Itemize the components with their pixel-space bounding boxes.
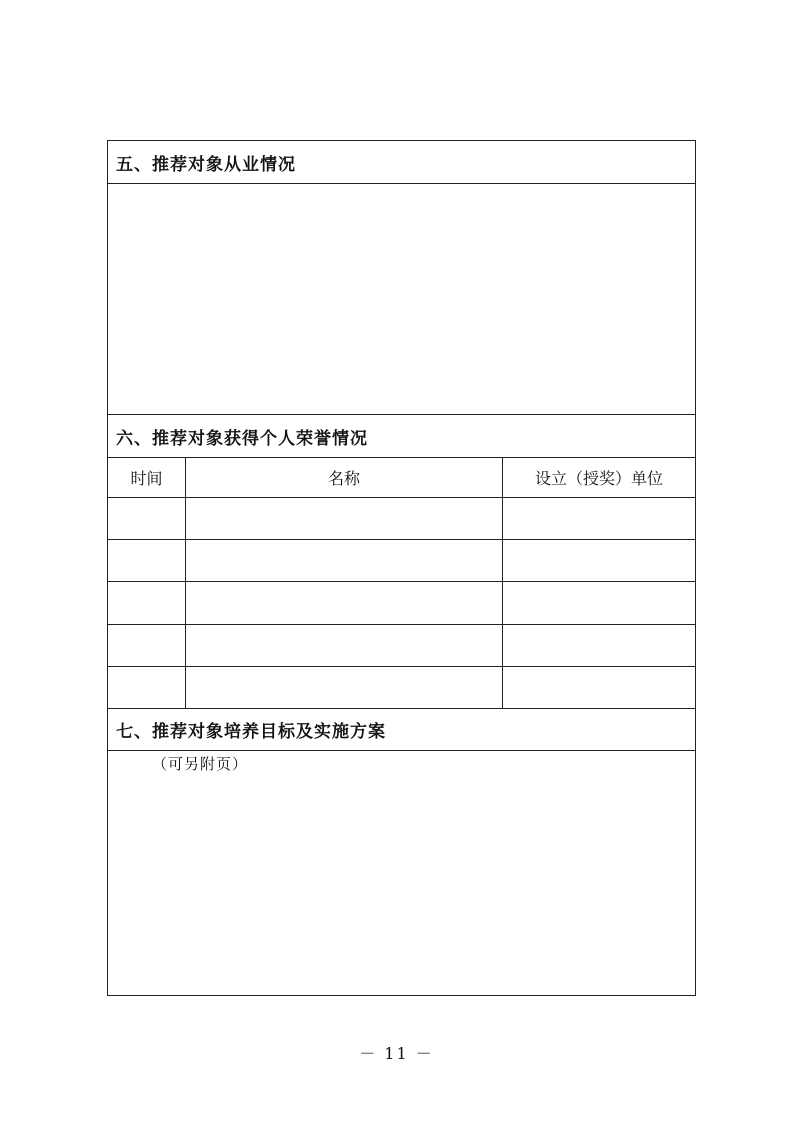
cell-issuer[interactable] (502, 498, 695, 539)
column-header-time: 时间 (130, 469, 163, 488)
attach-page-note: （可另附页） (152, 755, 249, 773)
cell-issuer[interactable] (502, 582, 695, 624)
section5-title (108, 141, 695, 183)
cell-time[interactable] (108, 667, 185, 708)
cell-name[interactable] (185, 625, 502, 666)
section6-title (108, 414, 695, 457)
cell-name[interactable] (185, 498, 502, 539)
cell-time[interactable] (108, 625, 185, 666)
table-row (108, 539, 695, 581)
column-header-issuer: 设立（授奖）单位 (502, 458, 695, 497)
cell-name[interactable] (185, 582, 502, 624)
cell-issuer[interactable] (502, 540, 695, 581)
cell-time[interactable] (108, 498, 185, 539)
section5-title-text: 五、推荐对象从业情况 (116, 154, 296, 175)
page-number: － 11 － (359, 1044, 434, 1063)
section7-title (108, 708, 695, 750)
section7-title-text: 七、推荐对象培养目标及实施方案 (116, 722, 386, 742)
table-row (108, 497, 695, 539)
honors-table-header (108, 457, 695, 497)
section5-content-field[interactable] (108, 183, 695, 414)
cell-issuer[interactable] (502, 667, 695, 708)
section6-title-text: 六、推荐对象获得个人荣誉情况 (116, 428, 368, 449)
section7-content-field[interactable] (108, 750, 695, 995)
table-row (108, 666, 695, 708)
cell-name[interactable] (185, 540, 502, 581)
cell-name[interactable] (185, 667, 502, 708)
column-header-name: 名称 (185, 458, 502, 497)
table-row (108, 624, 695, 666)
table-row (108, 581, 695, 624)
cell-time[interactable] (108, 540, 185, 581)
cell-issuer[interactable] (502, 625, 695, 666)
application-form (107, 140, 696, 996)
cell-time[interactable] (108, 582, 185, 624)
